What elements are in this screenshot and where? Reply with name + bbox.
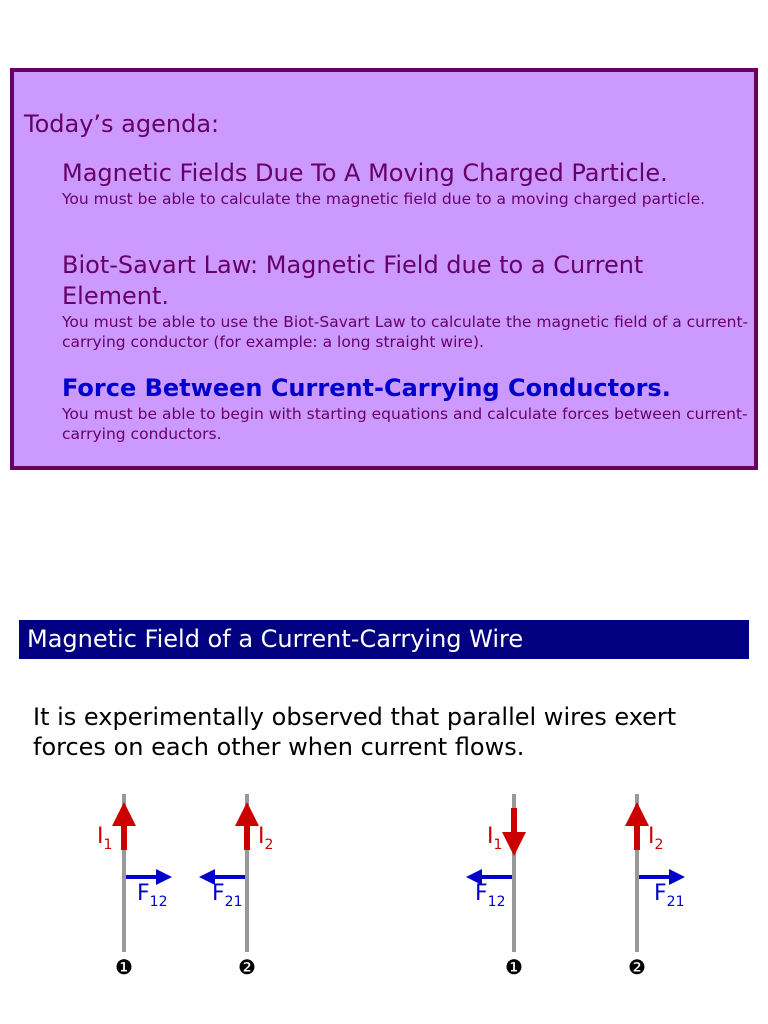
wire-marker-2: ❷ <box>628 955 646 979</box>
label-f12: $F_{12}$ <box>137 881 168 910</box>
agenda-title: Today’s agenda: <box>24 110 220 138</box>
label-i1: $I_1$ <box>97 824 113 853</box>
agenda-item-description: You must be able to calculate the magnetic field due to a moving charged particle. <box>62 190 706 208</box>
agenda-item-2 <box>62 250 752 352</box>
agenda-item-heading-current: Force Between Current-Carrying Conductors. <box>62 374 671 402</box>
label-f21: $F_{21}$ <box>212 881 243 910</box>
label-i1: $I_1$ <box>487 824 503 853</box>
section-title-bar: Magnetic Field of a Current-Carrying Wire <box>19 620 749 659</box>
agenda-box <box>10 68 758 470</box>
wire-marker-1: ❶ <box>505 955 523 979</box>
agenda-item-1 <box>62 158 752 209</box>
parallel-wires-diagram <box>0 780 768 990</box>
wire-marker-2: ❷ <box>238 955 256 979</box>
intro-text: It is experimentally observed that parallel wires exert forces on each other when current flows. <box>33 703 677 761</box>
label-i2: $I_2$ <box>258 824 274 853</box>
label-f12: $F_{12}$ <box>475 881 506 910</box>
agenda-item-heading: Biot-Savart Law: Magnetic Field due to a Current Element. <box>62 251 644 310</box>
agenda-item-3-current <box>62 373 752 444</box>
agenda-item-description: You must be able to begin with starting equations and calculate forces between current-carrying conductors. <box>62 405 748 443</box>
label-i2: $I_2$ <box>648 824 664 853</box>
agenda-item-heading: Magnetic Fields Due To A Moving Charged Particle. <box>62 159 668 187</box>
agenda-item-description: You must be able to use the Biot-Savart Law to calculate the magnetic field of a current-carrying conductor (for example: a long straight wire). <box>62 313 749 351</box>
wire-marker-1: ❶ <box>115 955 133 979</box>
label-f21: $F_{21}$ <box>654 881 685 910</box>
